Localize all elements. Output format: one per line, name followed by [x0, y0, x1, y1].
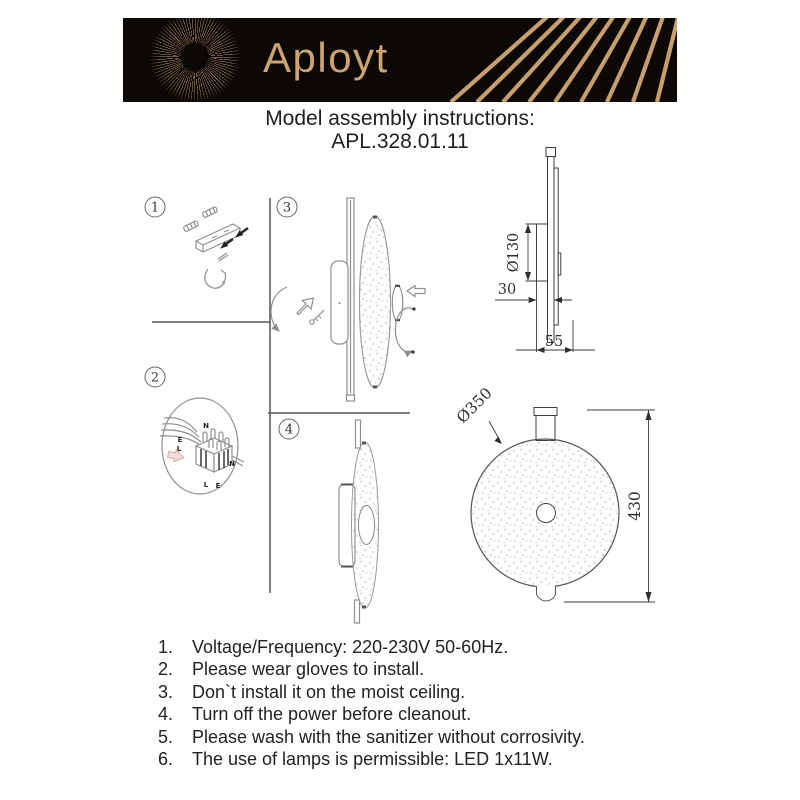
dim-side-diameter-lines: [525, 224, 536, 281]
item-text: Voltage/Frequency: 220-230V 50-60Hz.: [192, 637, 509, 657]
dim-front-height: 430: [626, 491, 644, 521]
svg-text:3: 3: [282, 200, 292, 216]
item-text: Turn off the power before cleanout.: [192, 704, 472, 725]
item-number: 2.: [158, 659, 174, 680]
wall-anchor: [202, 206, 218, 218]
rail-top: [356, 420, 361, 448]
item-number: 6.: [158, 749, 174, 770]
item-number: 5.: [158, 726, 174, 747]
push-arrow-icon: [297, 298, 314, 315]
item-number: 4.: [158, 704, 174, 725]
cad-side-view: [495, 148, 595, 354]
insert-arrow-icon: [407, 286, 425, 297]
dim-side-diameter: Ø130: [506, 232, 522, 273]
item-text: The use of lamps is permissible: LED 1x11W.: [192, 749, 553, 770]
model-number: APL.328.01.11: [331, 130, 469, 153]
front-slat: [548, 148, 555, 343]
instruction-item: [158, 703, 585, 725]
item-number: 1.: [158, 637, 174, 657]
bottom-stub: [537, 586, 556, 601]
center-hole: [537, 504, 556, 523]
step-2-sketch: [160, 398, 244, 494]
dim-side-depth: 30: [497, 282, 517, 298]
rear-slat: [554, 168, 558, 325]
step-2-badge: [145, 367, 165, 387]
step-1-badge: [145, 197, 165, 217]
step-3-badge: [277, 197, 297, 217]
install-tool: [205, 269, 226, 288]
step-1-sketch: [183, 206, 248, 288]
screw: [310, 310, 324, 324]
label-e-bottom: E: [215, 482, 221, 490]
svg-text:4: 4: [284, 422, 294, 438]
instruction-item: [158, 748, 585, 770]
rail-bottom: [355, 600, 360, 623]
item-number: 3.: [158, 681, 174, 702]
label-l-bottom: L: [203, 481, 209, 489]
rotate-arrow-icon: [271, 287, 287, 331]
instruction-item: [158, 658, 585, 680]
brand-wordmark: Aployt: [263, 34, 389, 81]
item-text: Please wash with the sanitizer without corrosivity.: [192, 726, 585, 747]
document-title: Model assembly instructions:: [265, 107, 535, 130]
instruction-list: [158, 636, 585, 770]
insert-arrow-icon: [167, 448, 185, 463]
label-l-left: L: [176, 445, 182, 453]
dim-side-width: 55: [544, 334, 564, 350]
wall-anchor: [183, 220, 199, 232]
cad-front-view: [453, 384, 655, 602]
svg-text:1: 1: [150, 200, 160, 216]
instruction-item: [158, 636, 585, 658]
dim-front-diameter: Ø350: [453, 384, 496, 427]
step-4-badge: [279, 419, 299, 439]
instruction-item: [158, 681, 585, 703]
label-n-top: N: [203, 422, 209, 430]
top-stub: [534, 408, 557, 441]
label-n-right: N: [229, 460, 235, 468]
step-3-sketch: [271, 198, 425, 401]
instruction-item: [158, 726, 585, 748]
label-e-left: E: [177, 436, 183, 444]
item-text: Please wear gloves to install.: [192, 659, 425, 680]
lock-ring: [392, 286, 402, 321]
twist-arrow-icon: [395, 307, 415, 353]
driver-box: [537, 224, 548, 281]
dim-front-diameter-leader: [489, 421, 502, 444]
small-pin: [218, 253, 228, 261]
step-4-sketch: [339, 420, 379, 623]
svg-text:2: 2: [150, 370, 160, 386]
center-hole: [359, 506, 375, 545]
item-text: Don`t install it on the moist ceiling.: [192, 681, 466, 702]
